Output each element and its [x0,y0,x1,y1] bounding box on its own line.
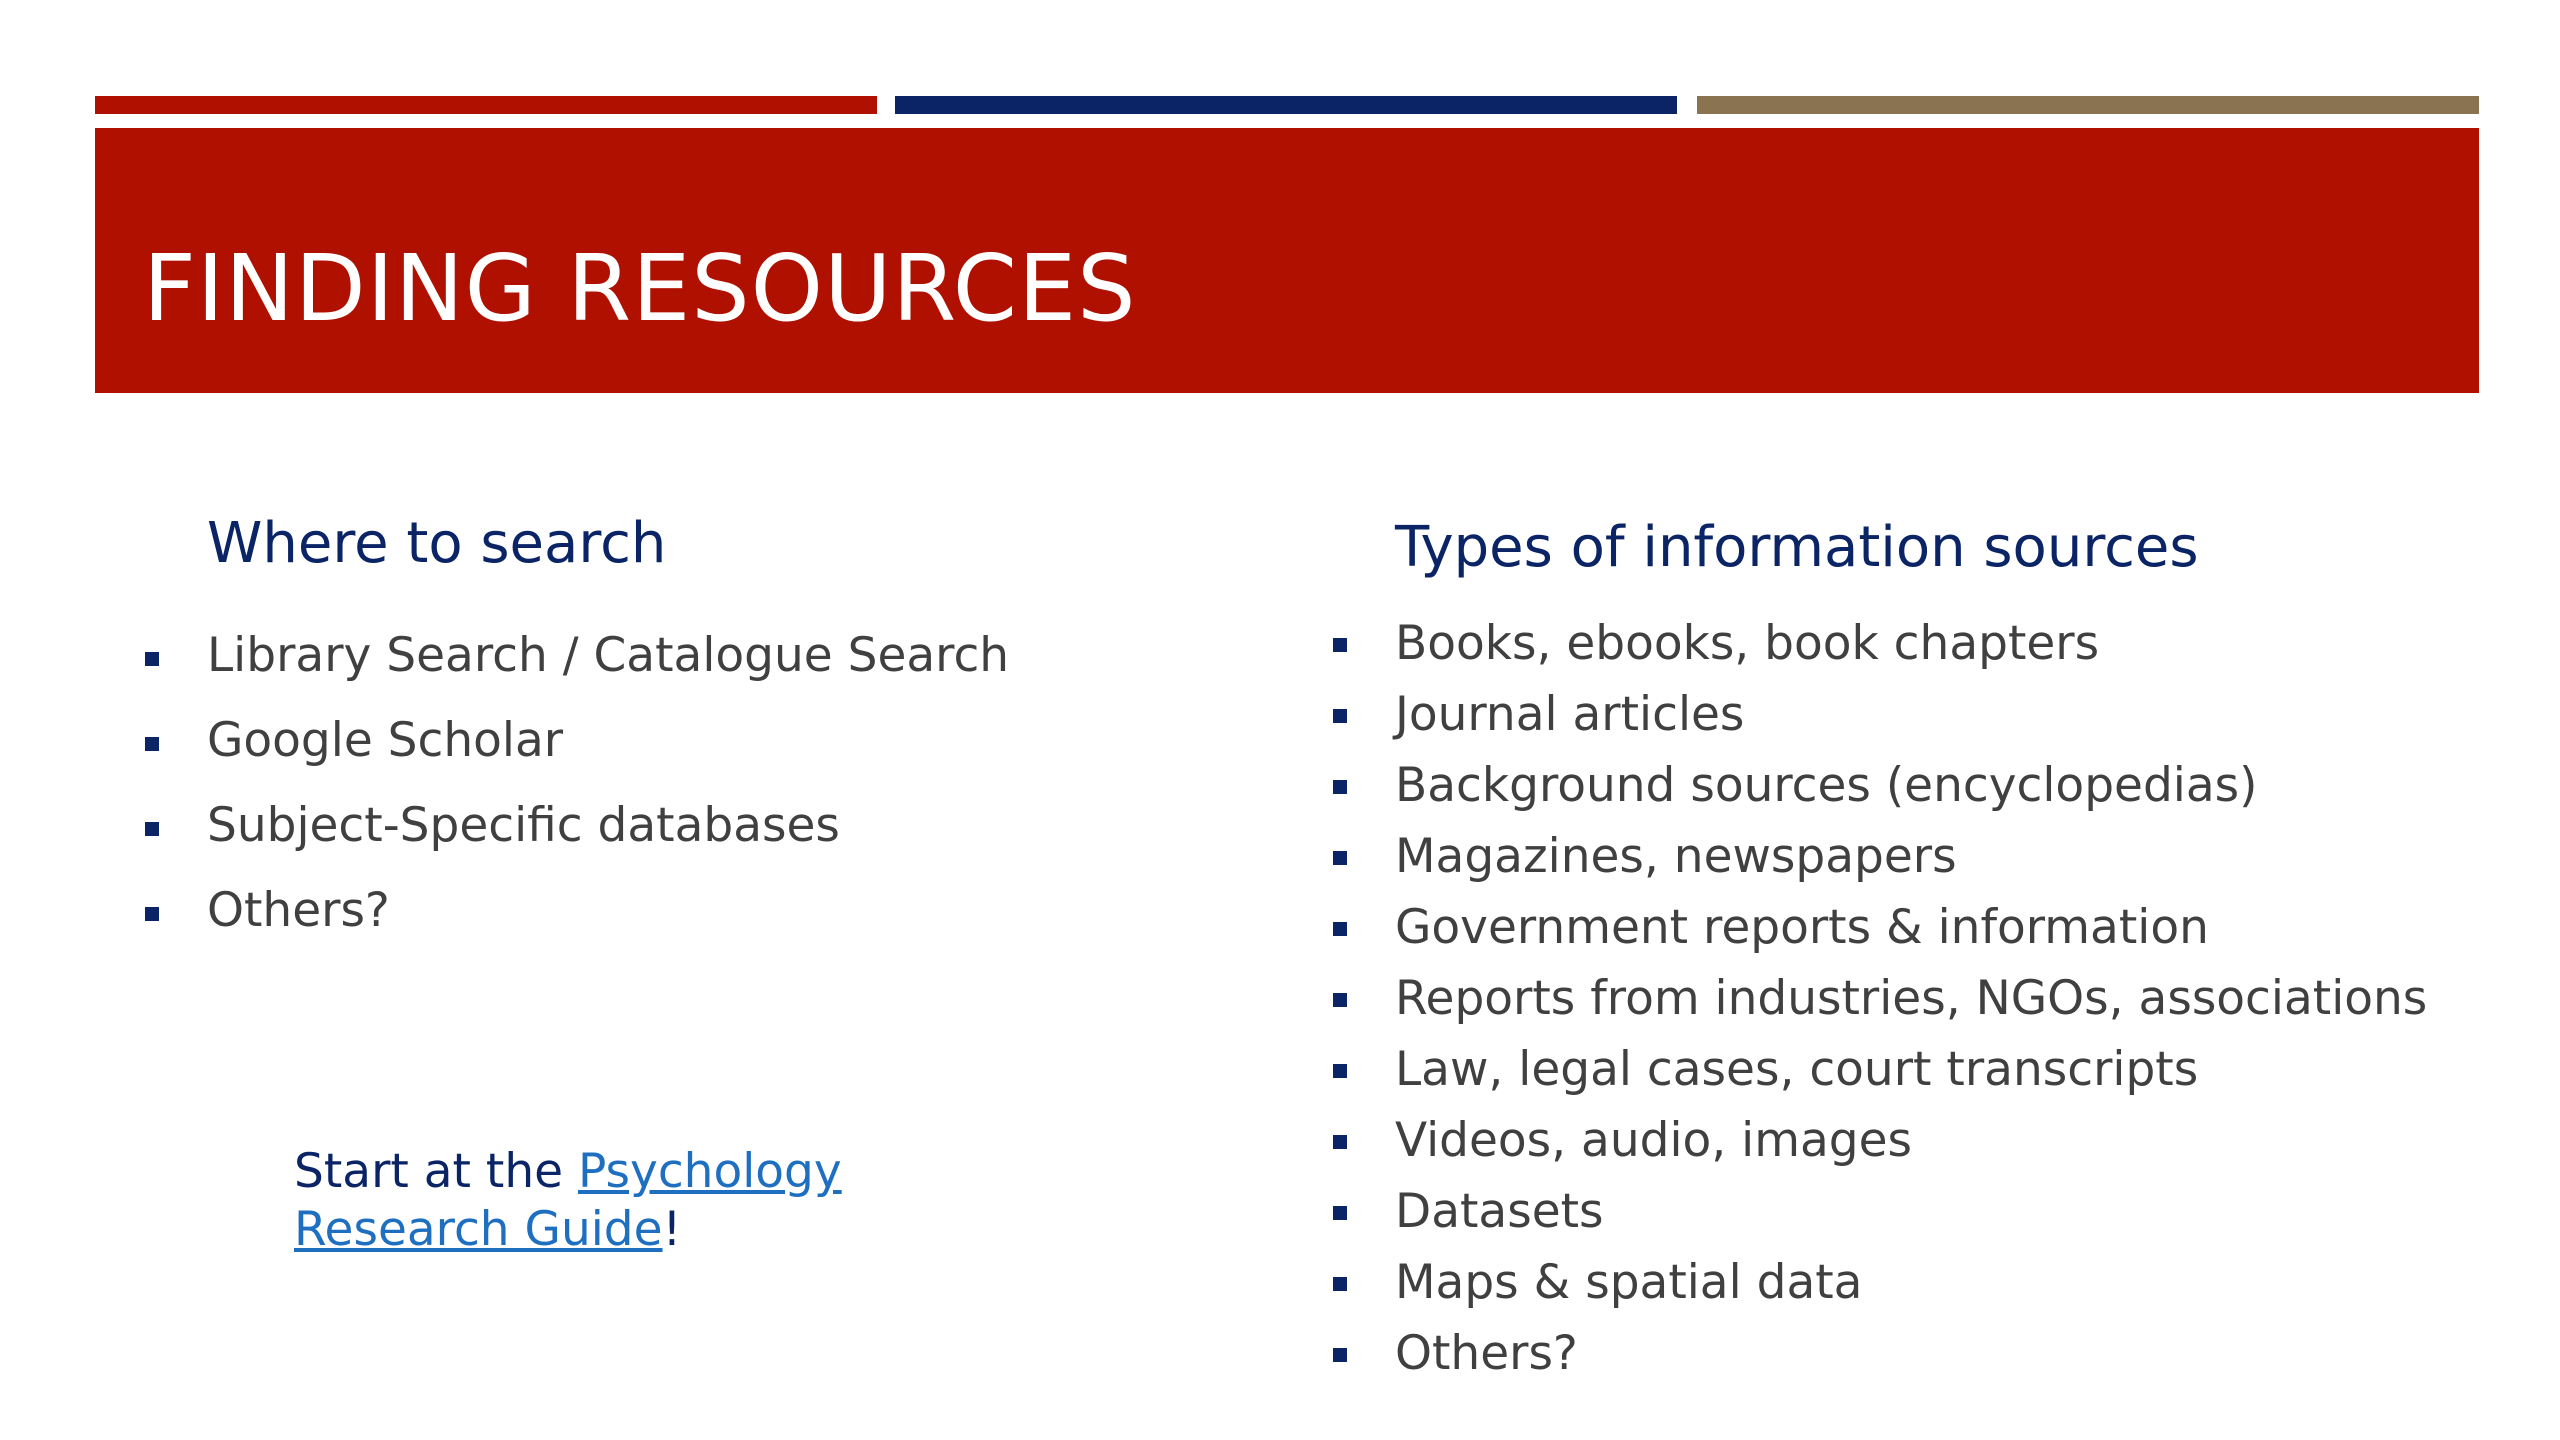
psychology-research-guide-link[interactable]: Psychology Research Guide [294,1144,842,1257]
where-to-search-list [145,628,1010,972]
list-item: Government reports & information [1333,904,2427,975]
list-item: Reports from industries, NGOs, associations [1333,975,2427,1046]
square-bullet-icon [1333,638,1347,652]
slide-title: FINDING RESOURCES [143,235,1137,342]
list-item: Books, ebooks, book chapters [1333,620,2427,691]
list-item: Google Scholar [145,717,1009,802]
accent-stripe-tan [1697,96,2479,114]
title-bar [95,128,2479,393]
square-bullet-icon [1333,1135,1347,1149]
square-bullet-icon [1333,1277,1347,1291]
list-item: Others? [145,887,1009,972]
square-bullet-icon [1333,709,1347,723]
research-guide-note [294,1143,914,1259]
square-bullet-icon [1333,922,1347,936]
square-bullet-icon [145,737,159,751]
list-item: Videos, audio, images [1333,1117,2427,1188]
square-bullet-icon [145,652,159,666]
square-bullet-icon [145,907,159,921]
square-bullet-icon [1333,993,1347,1007]
list-item: Subject-Specific databases [145,802,1009,887]
square-bullet-icon [1333,1064,1347,1078]
square-bullet-icon [1333,851,1347,865]
square-bullet-icon [1333,780,1347,794]
list-item: Magazines, newspapers [1333,833,2427,904]
list-item: Others? [1333,1330,2427,1401]
square-bullet-icon [1333,1348,1347,1362]
list-item: Maps & spatial data [1333,1259,2427,1330]
list-item: Law, legal cases, court transcripts [1333,1046,2427,1117]
list-item: Datasets [1333,1188,2427,1259]
guide-note-prefix: Start at the [294,1144,578,1199]
accent-stripe-red [95,96,877,114]
accent-stripe-navy [895,96,1677,114]
where-to-search-heading: Where to search [207,511,667,576]
list-item: Journal articles [1333,691,2427,762]
square-bullet-icon [145,822,159,836]
information-sources-heading: Types of information sources [1395,515,2199,580]
list-item: Library Search / Catalogue Search [145,632,1009,717]
square-bullet-icon [1333,1206,1347,1220]
information-sources-list [1333,616,2428,1401]
guide-note-suffix: ! [662,1202,682,1257]
list-item: Background sources (encyclopedias) [1333,762,2427,833]
